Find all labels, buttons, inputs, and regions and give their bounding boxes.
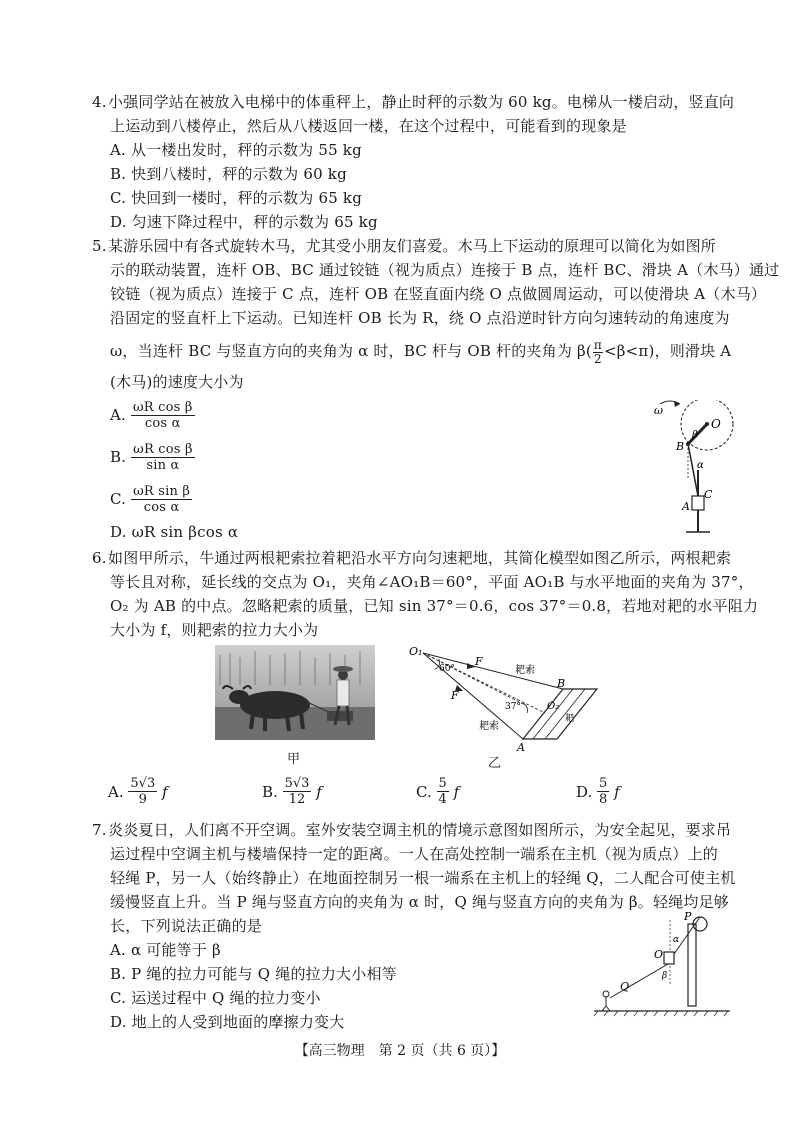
q5-option-a: A. $\frac{\text{ωR cos β}}{\text{cos α}}$ (110, 399, 193, 431)
label-beta: β (692, 430, 698, 441)
q4-stem-line-1: 4.小强同学站在被放入电梯中的体重秤上，静止时秤的示数为 60 kg。电梯从一楼启动，竖直向 (92, 93, 735, 111)
rope-q (610, 964, 668, 998)
ox-head (229, 690, 249, 704)
omega-label: ω (654, 404, 663, 417)
q6-option-b: B. $\frac{5√3}{12}$ f (262, 776, 322, 807)
caption-yi: 乙 (488, 756, 502, 771)
q5-stem-line-5: ω，当连杆 BC 与竖直方向的夹角为 α 时，BC 杆与 OB 杆的夹角为 β( $\frac{\pi}{2}$ <β<π)，则滑块 A (110, 337, 732, 366)
q5-linkage-figure (640, 400, 740, 540)
q6-stem-line-3: O₂ 为 AB 的中点。忽略耙索的质量，已知 sin 37°＝0.6，cos 37°＝0.8，若地对耙的水平阻力 (110, 597, 759, 615)
caption-jia: 甲 (287, 752, 301, 767)
slider-a (692, 496, 704, 510)
pi-over-2-fraction: $\frac{\pi}{2}$ (593, 337, 603, 366)
q4-stem-line-2: 上运动到八楼停止，然后从八楼返回一楼，在这个过程中，可能看到的现象是 (110, 117, 627, 135)
q7-stem-line-2: 运过程中空调主机与楼墙保持一定的距离。一人在高处控制一端系在主机（视为质点）上的 (110, 845, 719, 863)
rake-model-diagram (405, 645, 605, 755)
q4-option-b: B. 快到八楼时，秤的示数为 60 kg (110, 165, 347, 183)
q5-stem-line-2: 示的联动装置，连杆 OB、BC 通过铰链（视为质点）连接于 B 点，连杆 BC、滑块 A（木马）通过 (110, 261, 780, 279)
q6-stem-line-4: 大小为 f，则耙索的拉力大小为 (110, 621, 319, 639)
q7-stem-line-4: 缓慢竖直上升。当 P 绳与竖直方向的夹角为 α 时，Q 绳与竖直方向的夹角为 β。轻绳均足够 (110, 893, 730, 911)
label-rope-bottom: 耙索 (479, 721, 499, 732)
label-rope-top: 耙索 (515, 665, 535, 676)
label-37-degrees: 37° (505, 702, 521, 712)
label-60-degrees: 60° (439, 664, 455, 674)
label-o1: O₁ (409, 645, 423, 658)
q5-stem-line-6: (木马)的速度大小为 (110, 373, 244, 391)
q4-option-a: A. 从一楼出发时，秤的示数为 55 kg (110, 141, 362, 159)
q7-stem-line-3: 轻绳 P，另一人（始终静止）在地面控制另一根一端系在主机上的轻绳 Q，二人配合可使主机 (110, 869, 736, 887)
q7-option-b: B. P 绳的拉力可能与 Q 绳的拉力大小相等 (110, 965, 397, 983)
label-p: P (684, 910, 692, 923)
q5-option-b: B. $\frac{\text{ωR cos β}}{\text{sin α}}$ (110, 441, 193, 473)
q6-stem-line-1: 6.如图甲所示，牛通过两根耙索拉着耙沿水平方向匀速耙地，其简化模型如图乙所示，两根耙索 (92, 549, 732, 567)
q6-option-a: A. $\frac{5√3}{9}$ f (108, 776, 168, 807)
pivot-o (705, 422, 709, 426)
joint-b (686, 442, 690, 446)
label-rake: 耙 (565, 714, 575, 724)
q7-option-d: D. 地上的人受到地面的摩擦力变大 (110, 1013, 345, 1031)
label-alpha: α (673, 935, 680, 945)
label-o: O (654, 948, 664, 961)
q5-option-c: C. $\frac{\text{ωR sin β}}{\text{cos α}}$ (110, 483, 191, 515)
label-q: Q (620, 980, 630, 993)
ac-hoist-figure (592, 910, 732, 1020)
label-o: O (711, 417, 721, 431)
label-o2: O₂ (547, 701, 560, 712)
q7-option-a: A. α 可能等于 β (110, 941, 221, 959)
label-a: A (682, 500, 690, 513)
label-b: B (557, 677, 566, 690)
rotation-arrow-head (674, 401, 680, 407)
label-f-top: F (475, 655, 483, 668)
farmer-body (337, 680, 349, 706)
q6-option-c: C. $\frac{5}{4}$ f (416, 776, 460, 807)
q7-stem-line-5: 长，下列说法正确的是 (110, 917, 263, 935)
q7-stem-line-1: 7.炎炎夏日，人们离不开空调。室外安装空调主机的情境示意图如图所示，为安全起见，要求吊 (92, 821, 732, 839)
label-b: B (676, 440, 685, 453)
label-a: A (517, 741, 525, 754)
q7-option-c: C. 运送过程中 Q 绳的拉力变小 (110, 989, 321, 1007)
q6-option-d: D. $\frac{5}{8}$ f (576, 776, 620, 807)
label-c: C (704, 488, 713, 501)
label-beta: β (662, 971, 668, 981)
building-wall (688, 924, 696, 1006)
q4-option-d: D. 匀速下降过程中，秤的示数为 65 kg (110, 213, 378, 231)
q6-stem-line-2: 等长且对称，延长线的交点为 O₁，夹角∠AO₁B＝60°，平面 AO₁B 与水平地面的夹角为 37°， (110, 573, 754, 591)
label-f-bottom: F (451, 689, 459, 702)
ox-plowing-photo (215, 645, 375, 740)
page-footer: 【高三物理 第 2 页（共 6 页）】 (294, 1043, 506, 1059)
q5-option-d: D. ωR sin βcos α (110, 523, 239, 541)
q4-option-c: C. 快回到一楼时，秤的示数为 65 kg (110, 189, 362, 207)
label-alpha: α (697, 460, 704, 471)
q5-stem-line-3: 铰链（视为质点）连接于 C 点，连杆 OB 在竖直面内绕 O 点做圆周运动，可以使滑块 A（木马） (110, 285, 767, 303)
q5-stem-line-4: 沿固定的竖直杆上下运动。已知连杆 OB 长为 R，绕 O 点沿逆时针方向匀速转动的角速度为 (110, 309, 730, 327)
ground-person-head (603, 991, 609, 997)
q5-stem-line-1: 5.某游乐园中有各式旋转木马，尤其受小朋友们喜爱。木马上下运动的原理可以简化为如图所 (92, 237, 717, 255)
rake-plane (523, 689, 597, 739)
ac-unit (664, 952, 674, 964)
